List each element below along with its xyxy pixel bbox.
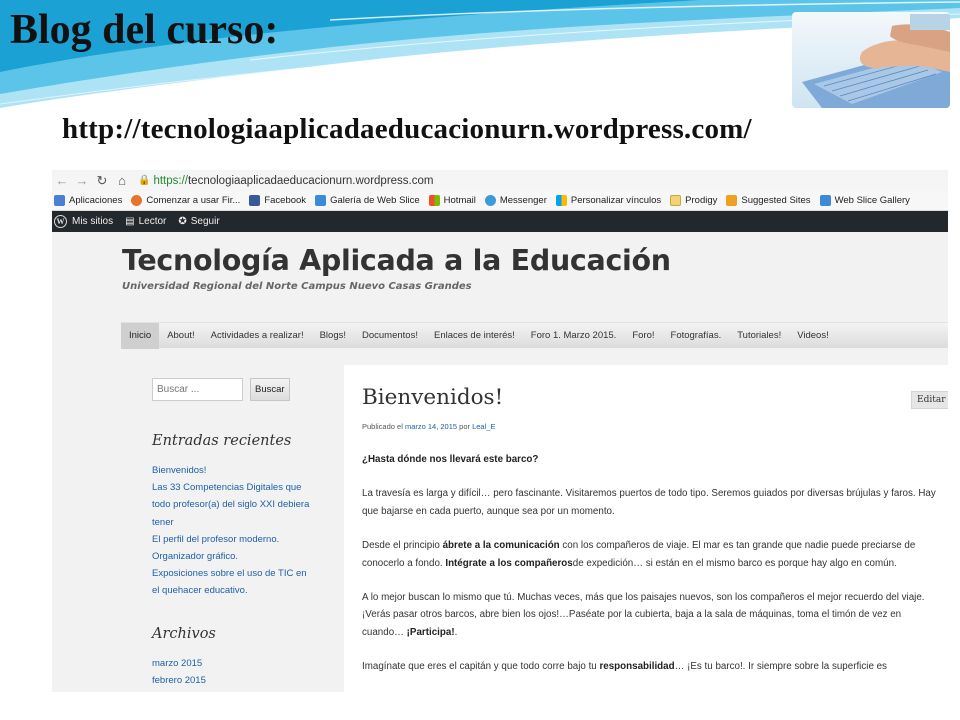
recent-post-link[interactable]: Las 33 Competencias Digitales que todo profesor(a) del siglo XXI debiera tener [152,482,310,528]
recent-post-link[interactable]: Organizador gráfico. [152,551,239,563]
keyboard-hands-photo [792,12,950,108]
firefox-icon [131,195,142,206]
post-paragraph: La travesía es larga y difícil… pero fascinante. Visitaremos puertos de todo tipo. Seremos guiados por diversas brújulas y faros. Hay que bajarse en cada puerto, aunque sea por un momento. [362,488,936,517]
follow-link[interactable]: ✪ Seguir [178,216,220,227]
bookmark-facebook[interactable]: Facebook [249,195,306,206]
recent-posts-list [152,462,312,600]
edit-button[interactable]: Editar [911,391,948,409]
main-navigation [121,322,948,348]
bookmark-web-slice-gallery[interactable]: Web Slice Gallery [820,195,910,206]
windows-icon [429,195,440,206]
post-paragraph: Imagínate que eres el capitán y que todo corre bajo tu responsabilidad… ¡Es tu barco!. Ir siempre sobre la superficie es [362,661,887,673]
browser-screenshot [52,170,948,692]
post-body [362,451,942,692]
nav-enlaces[interactable]: Enlaces de interés! [433,330,515,341]
search-form [152,378,342,401]
nav-inicio[interactable]: Inicio [121,323,159,349]
forward-arrow-icon[interactable]: → [75,173,89,188]
messenger-icon [485,195,496,206]
facebook-icon [249,195,260,206]
nav-foro-1[interactable]: Foro 1. Marzo 2015. [530,330,617,341]
recent-post-link[interactable]: Exposiciones sobre el uso de TIC en el quehacer educativo. [152,568,307,597]
post-paragraph: A lo mejor buscan lo mismo que tú. Muchas veces, más que los paisajes nuevos, son los compañeros el mejor recuerdo del viaje. ¡Verás pasar otros barcos, abre bien los ojos!…Paséate por la cubierta, baja a la sala de máquinas, toma el timón de vez en cuando… ¡Participa!. [362,592,925,638]
nav-about[interactable]: About! [167,330,195,341]
ie-icon [315,195,326,206]
nav-tutoriales[interactable]: Tutoriales! [737,330,782,341]
slide-url: http://tecnologiaaplicadaeducacionurn.wordpress.com/ [62,113,752,145]
nav-blogs[interactable]: Blogs! [319,330,346,341]
recent-post-link[interactable]: Bienvenidos! [152,465,207,476]
nav-documentos[interactable]: Documentos! [362,330,418,341]
nav-videos[interactable]: Videos! [797,330,829,341]
address-bar [52,170,948,191]
post-paragraph: ¿Hasta dónde nos llevará este barco? [362,454,539,465]
post-date-link[interactable]: marzo 14, 2015 [404,422,458,431]
recent-post-link[interactable]: El perfil del profesor moderno. [152,533,280,545]
post-title[interactable]: Bienvenidos! [362,385,504,410]
follow-star-icon: ✪ [178,216,187,227]
url-scheme: https:// [153,174,188,187]
bookmark-hotmail[interactable]: Hotmail [429,195,476,206]
nav-fotografias[interactable]: Fotografías. [670,330,722,341]
search-input[interactable] [152,378,243,401]
suggested-icon [726,195,737,206]
archive-link[interactable]: marzo 2015 [152,657,203,669]
slide-title: Blog del curso: [10,7,279,53]
reader-link[interactable]: ▤ Lector [125,216,167,227]
nav-actividades[interactable]: Actividades a realizar! [210,330,304,341]
reload-icon[interactable]: ↻ [96,172,108,188]
bookmark-aplicaciones[interactable]: Aplicaciones [54,195,122,206]
sidebar [152,378,342,689]
bookmark-messenger[interactable]: Messenger [485,195,547,206]
nav-foro[interactable]: Foro! [632,330,655,341]
home-icon[interactable]: ⌂ [118,173,126,188]
wordpress-admin-bar [52,211,948,232]
bookmark-prodigy[interactable]: Prodigy [670,195,717,206]
search-button[interactable]: Buscar [250,378,290,401]
my-sites-link[interactable]: W Mis sitios [54,215,113,228]
bookmarks-bar [52,191,948,211]
bookmark-firefox[interactable]: Comenzar a usar Fir... [131,195,240,206]
archive-link[interactable]: febrero 2015 [152,674,206,686]
url-field[interactable] [138,175,433,187]
lock-icon: 🔒 [138,175,151,186]
bookmark-personalizar[interactable]: Personalizar vínculos [556,195,661,206]
folder-icon [670,195,681,206]
ie-icon [820,195,831,206]
site-tagline: Universidad Regional del Norte Campus Nuevo Casas Grandes [122,281,472,292]
windows-icon [556,195,567,206]
site-title[interactable]: Tecnología Aplicada a la Educación [122,244,671,277]
post-meta: Publicado el marzo 14, 2015 por Leal_E [362,422,496,431]
apps-grid-icon [54,195,65,206]
bookmark-suggested[interactable]: Suggested Sites [726,195,810,206]
url-host: tecnologiaaplicadaeducacionurn.wordpress.com [187,174,434,187]
post-content [344,365,948,692]
back-arrow-icon[interactable]: ← [55,173,69,188]
bookmark-web-slice[interactable]: Galería de Web Slice [315,195,420,206]
post-author-link[interactable]: Leal_E [472,422,496,431]
archives-title: Archivos [152,625,216,642]
recent-posts-title: Entradas recientes [152,433,292,449]
reader-icon: ▤ [125,216,135,227]
post-paragraph: Desde el principio ábrete a la comunicación con los compañeros de viaje. El mar es tan grande que nadie puede preciarse de conocerlo a fondo. Intégrate a los compañerosde expedición… si están en el mismo barco es porque hay algo en común. [362,540,916,569]
wordpress-logo-icon: W [54,215,67,228]
archives-list [152,655,312,689]
